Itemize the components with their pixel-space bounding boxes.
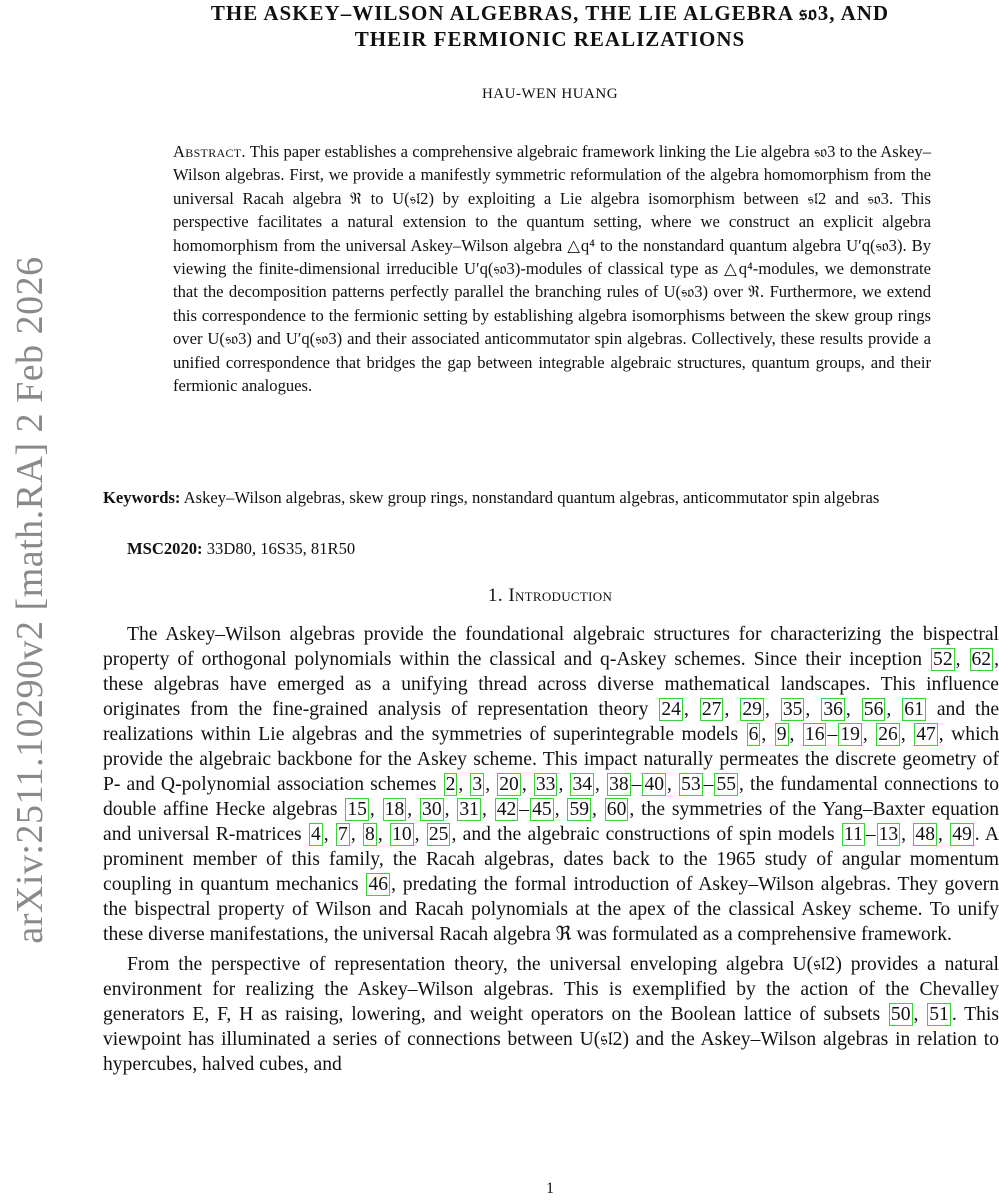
citation-link[interactable]: 11 — [843, 824, 863, 845]
keywords-label: Keywords: — [103, 488, 181, 507]
citation-link[interactable]: 47 — [916, 724, 936, 745]
msc-text: 33D80, 16S35, 81R50 — [206, 539, 356, 558]
citation-link[interactable]: 42 — [496, 799, 517, 820]
citation-link[interactable]: 40 — [644, 774, 665, 795]
citation-link[interactable]: 20 — [499, 774, 519, 795]
citation-link[interactable]: 19 — [840, 724, 860, 745]
citation-link[interactable]: 15 — [347, 799, 367, 820]
citation-link[interactable]: 6 — [748, 724, 759, 745]
citation-link[interactable]: 46 — [368, 874, 389, 895]
citation-link[interactable]: 3 — [472, 774, 483, 795]
arxiv-identifier: arXiv:2511.10290v2 [math.RA] 2 Feb 2026 — [9, 256, 51, 944]
citation-link[interactable]: 30 — [422, 799, 442, 820]
citation-link[interactable]: 13 — [878, 824, 899, 845]
citation-link[interactable]: 62 — [971, 649, 992, 670]
paragraph: From the perspective of representation theory, the universal enveloping algebra U(𝔰𝔩2) provides a natural environment for realizing the Askey–Wilson algebras. This is exemplified by the action of the Chevalley generators E, F, H as raising, lowering, and weight operators on the Boolean lattice of subsets 50 , 51 . This viewpoint has illuminated a series of connections between U(𝔰𝔩2) and the Askey–Wilson algebras in relation to hypercubes, halved cubes, and — [103, 954, 999, 1075]
citation-link[interactable]: 61 — [904, 699, 924, 720]
citation-link[interactable]: 31 — [459, 799, 479, 820]
section-title: Introduction — [508, 585, 613, 606]
citation-link[interactable]: 48 — [915, 824, 935, 845]
citation-link[interactable]: 49 — [952, 824, 972, 845]
citation-link[interactable]: 9 — [776, 724, 787, 745]
citation-link[interactable]: 45 — [532, 799, 552, 820]
author-name: HAU-WEN HUANG — [481, 86, 619, 102]
body-text — [103, 622, 999, 1077]
abstract-label: Abstract. — [173, 142, 246, 161]
citation-link[interactable]: 27 — [701, 699, 722, 720]
citation-link[interactable]: 26 — [878, 724, 898, 745]
citation-link[interactable]: 56 — [863, 699, 884, 720]
section-number: 1. — [487, 585, 504, 606]
arxiv-sidebar — [0, 0, 60, 1200]
citation-link[interactable]: 60 — [606, 799, 627, 820]
keywords-text: Askey–Wilson algebras, skew group rings, nonstandard quantum algebras, anticommutator spin algebras — [183, 488, 880, 507]
citation-link[interactable]: 34 — [572, 774, 593, 795]
page-number: 1 — [546, 1180, 554, 1197]
citation-link[interactable]: 16 — [804, 724, 825, 745]
citation-link[interactable]: 7 — [338, 824, 348, 845]
citation-link[interactable]: 18 — [384, 799, 405, 820]
citation-link[interactable]: 33 — [535, 774, 556, 795]
title-line-1: THE ASKEY–WILSON ALGEBRAS, THE LIE ALGEBRA 𝔰𝔬3, AND — [210, 1, 890, 25]
citation-link[interactable]: 55 — [716, 774, 737, 795]
citation-link[interactable]: 35 — [782, 699, 803, 720]
citation-link[interactable]: 52 — [933, 649, 953, 670]
citation-link[interactable]: 38 — [609, 774, 629, 795]
citation-link[interactable]: 25 — [428, 824, 449, 845]
citation-link[interactable]: 53 — [681, 774, 701, 795]
citation-link[interactable]: 29 — [742, 699, 762, 720]
citation-link[interactable]: 4 — [311, 824, 321, 845]
section-heading — [100, 585, 999, 607]
title-line-2: THEIR FERMIONIC REALIZATIONS — [354, 27, 746, 51]
abstract — [173, 140, 931, 397]
abstract-text: This paper establishes a comprehensive algebraic framework linking the Lie algebra 𝔰𝔬3 to the Askey–Wilson algebras. First, we provide a manifestly symmetric reformulation of the algebra homomorphism from the universal Racah algebra ℜ to U(𝔰𝔩2) by exploiting a Lie algebra isomorphism between 𝔰𝔩2 and 𝔰𝔬3. This perspective facilitates a natural extension to the quantum setting, where we construct an explicit algebra homomorphism from the universal Askey–Wilson algebra △q⁴ to the nonstandard quantum algebra U′q(𝔰𝔬3). By viewing the finite-dimensional irreducible U′q(𝔰𝔬3)-modules of classical type as △q⁴-modules, we demonstrate that the decomposition patterns perfectly parallel the branching rules of U(𝔰𝔬3) over ℜ. Furthermore, we extend this correspondence to the fermionic setting by establishing algebra isomorphisms between the skew group rings over U(𝔰𝔬3) and U′q(𝔰𝔬3) and their associated anticommutator spin algebras. Collectively, these results provide a unified correspondence that bridges the gap between integrable algebraic structures, quantum groups, and their fermionic analogues. — [173, 142, 931, 396]
keywords — [103, 486, 999, 510]
citation-link[interactable]: 2 — [445, 774, 456, 795]
citation-link[interactable]: 10 — [392, 824, 412, 845]
citation-link[interactable]: 59 — [569, 799, 590, 820]
citation-link[interactable]: 51 — [929, 1004, 949, 1025]
msc-classification — [127, 539, 355, 559]
citation-link[interactable]: 50 — [890, 1004, 911, 1025]
paper-title — [100, 0, 999, 52]
paragraph: The Askey–Wilson algebras provide the foundational algebraic structures for characterizing the bispectral property of orthogonal polynomials within the classical and q-Askey schemes. Since their inception 52 , 62 , these algebras have emerged as a unifying thread across diverse mathematical landscapes. This influence originates from the fine-grained analysis of representation theory 24 , 27 , 29 , 35 , 36 , 56 , 61 and the realizations within Lie algebras and the symmetries of superintegrable models 6 , 9 , 16 – 19 , 26 , 47 , which provide the algebraic backbone for the Askey scheme. This impact naturally permeates the discrete geometry of P- and Q-polynomial association schemes 2 , 3 , 20 , 33 , 34 , 38 – 40 , 53 – 55 , the fundamental connections to double affine Hecke algebras 15 , 18 , 30 , 31 , 42 – 45 , 59 , 60 , the symmetries of the Yang–Baxter equation and universal R-matrices 4 , 7 , 8 , 10 , 25 , and the algebraic constructions of spin models 11 – 13 , 48 , 49 . A prominent member of this family, the Racah algebras, dates back to the 1965 study of angular momentum coupling in quantum mechanics 46 , predating the formal introduction of Askey–Wilson algebras. They govern the bispectral property of Wilson and Racah polynomials at the apex of the classical Askey scheme. To unify these diverse manifestations, the universal Racah algebra ℜ was formulated as a comprehensive framework. — [103, 624, 999, 945]
citation-link[interactable]: 8 — [365, 824, 375, 845]
citation-link[interactable]: 24 — [661, 699, 681, 720]
msc-label: MSC2020: — [127, 539, 203, 558]
citation-link[interactable]: 36 — [823, 699, 843, 720]
